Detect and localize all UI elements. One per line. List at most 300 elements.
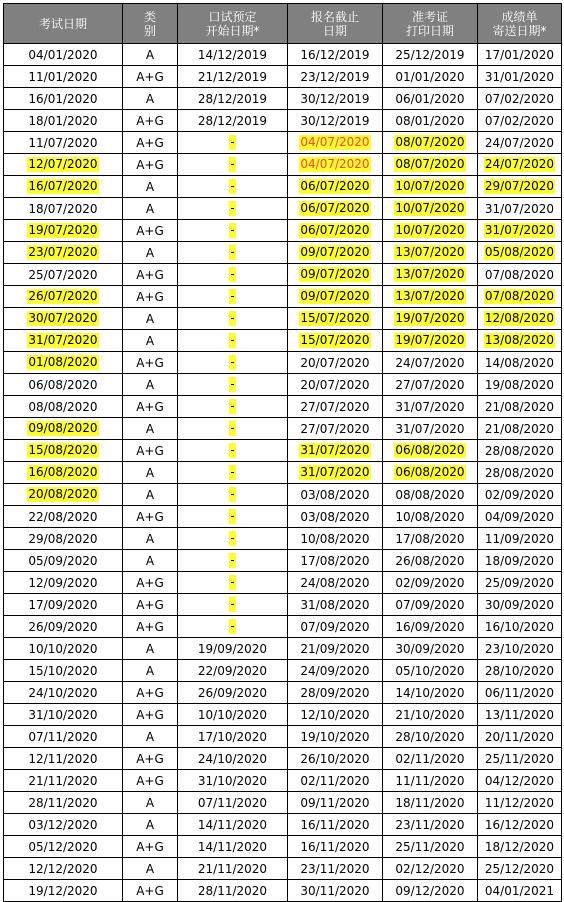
table-row bbox=[4, 858, 562, 880]
cell-value: 25/11/2020 bbox=[395, 839, 465, 854]
header-line: 日期 bbox=[322, 23, 347, 38]
cell-value: 19/10/2020 bbox=[300, 729, 370, 744]
table-cell bbox=[478, 660, 562, 682]
table-cell bbox=[383, 704, 478, 726]
cell-value: 07/08/2020 bbox=[484, 289, 555, 303]
table-row bbox=[4, 242, 562, 264]
cell-value: A+G bbox=[136, 509, 164, 524]
cell-value: 16/01/2020 bbox=[28, 91, 98, 106]
table-cell bbox=[4, 880, 123, 902]
cell-value: 02/11/2020 bbox=[395, 751, 465, 766]
cell-value: 13/07/2020 bbox=[395, 289, 465, 303]
table-row bbox=[4, 418, 562, 440]
cell-value: 07/08/2020 bbox=[484, 267, 555, 282]
table-cell bbox=[4, 506, 123, 528]
table-cell bbox=[383, 418, 478, 440]
table-cell bbox=[478, 176, 562, 198]
table-cell bbox=[288, 638, 383, 660]
table-cell bbox=[178, 88, 288, 110]
table-cell bbox=[383, 726, 478, 748]
cell-value: 19/12/2020 bbox=[28, 883, 98, 898]
table-row bbox=[4, 198, 562, 220]
header-line: 考试日期 bbox=[38, 16, 87, 31]
table-cell bbox=[4, 88, 123, 110]
table-cell bbox=[478, 792, 562, 814]
cell-value: - bbox=[230, 355, 235, 369]
table-cell bbox=[383, 792, 478, 814]
table-cell bbox=[123, 176, 178, 198]
cell-value: 03/08/2020 bbox=[300, 487, 370, 502]
table-cell bbox=[178, 506, 288, 528]
table-cell bbox=[178, 660, 288, 682]
cell-value: 10/07/2020 bbox=[395, 201, 465, 215]
table-cell bbox=[383, 660, 478, 682]
cell-value: A bbox=[145, 311, 155, 326]
cell-value: 07/09/2020 bbox=[300, 619, 370, 634]
table-cell bbox=[478, 286, 562, 308]
table-cell bbox=[383, 858, 478, 880]
cell-value: A+G bbox=[136, 597, 164, 612]
cell-value: A bbox=[145, 91, 155, 106]
cell-value: - bbox=[230, 399, 235, 413]
cell-value: - bbox=[230, 553, 235, 567]
table-cell bbox=[288, 374, 383, 396]
table-row bbox=[4, 748, 562, 770]
table-cell bbox=[383, 286, 478, 308]
table-row bbox=[4, 550, 562, 572]
cell-value: 06/07/2020 bbox=[300, 201, 370, 215]
table-cell bbox=[178, 594, 288, 616]
table-cell bbox=[4, 176, 123, 198]
table-cell bbox=[123, 682, 178, 704]
cell-value: - bbox=[230, 157, 235, 171]
cell-value: 13/11/2020 bbox=[484, 707, 555, 722]
table-cell bbox=[123, 88, 178, 110]
table-cell bbox=[383, 572, 478, 594]
table-cell bbox=[478, 66, 562, 88]
cell-value: 16/12/2019 bbox=[300, 47, 370, 62]
table-cell bbox=[383, 682, 478, 704]
cell-value: - bbox=[230, 597, 235, 611]
cell-value: 31/07/2020 bbox=[300, 443, 370, 457]
cell-value: 19/08/2020 bbox=[484, 377, 555, 392]
table-cell bbox=[288, 880, 383, 902]
table-cell bbox=[383, 308, 478, 330]
table-row bbox=[4, 572, 562, 594]
table-cell bbox=[178, 770, 288, 792]
table-cell bbox=[383, 220, 478, 242]
table-cell bbox=[4, 198, 123, 220]
table-cell bbox=[4, 572, 123, 594]
table-row bbox=[4, 396, 562, 418]
table-cell bbox=[288, 616, 383, 638]
table-cell bbox=[123, 132, 178, 154]
cell-value: 06/07/2020 bbox=[300, 179, 370, 193]
cell-value: 17/01/2020 bbox=[484, 47, 555, 62]
cell-value: 28/10/2020 bbox=[484, 663, 555, 678]
cell-value: 14/10/2020 bbox=[395, 685, 465, 700]
table-cell bbox=[383, 506, 478, 528]
cell-value: 03/12/2020 bbox=[28, 817, 98, 832]
table-cell bbox=[478, 880, 562, 902]
cell-value: 21/12/2019 bbox=[197, 69, 268, 84]
table-cell bbox=[383, 748, 478, 770]
cell-value: 24/07/2020 bbox=[395, 355, 465, 370]
cell-value: - bbox=[230, 245, 235, 259]
cell-value: 31/08/2020 bbox=[300, 597, 370, 612]
cell-value: 24/07/2020 bbox=[484, 157, 555, 171]
table-cell bbox=[4, 286, 123, 308]
table-cell bbox=[288, 242, 383, 264]
cell-value: 23/10/2020 bbox=[484, 641, 555, 656]
table-cell bbox=[123, 880, 178, 902]
cell-value: 07/11/2020 bbox=[197, 795, 268, 810]
table-cell bbox=[383, 484, 478, 506]
table-cell bbox=[383, 880, 478, 902]
table-row bbox=[4, 286, 562, 308]
header-registration-deadline bbox=[288, 4, 383, 44]
table-cell bbox=[288, 396, 383, 418]
cell-value: 22/09/2020 bbox=[197, 663, 268, 678]
table-cell bbox=[288, 462, 383, 484]
table-cell bbox=[4, 484, 123, 506]
table-cell bbox=[478, 726, 562, 748]
table-cell bbox=[383, 528, 478, 550]
cell-value: 05/12/2020 bbox=[28, 839, 98, 854]
cell-value: 09/07/2020 bbox=[300, 267, 370, 281]
table-cell bbox=[383, 594, 478, 616]
table-cell bbox=[123, 352, 178, 374]
table-cell bbox=[288, 572, 383, 594]
cell-value: - bbox=[230, 443, 235, 457]
cell-value: 08/01/2020 bbox=[395, 113, 465, 128]
cell-value: A bbox=[145, 817, 155, 832]
table-cell bbox=[478, 440, 562, 462]
cell-value: 21/08/2020 bbox=[484, 399, 555, 414]
cell-value: 01/01/2020 bbox=[395, 69, 465, 84]
cell-value: 10/08/2020 bbox=[395, 509, 465, 524]
cell-value: 25/09/2020 bbox=[484, 575, 555, 590]
cell-value: A+G bbox=[136, 575, 164, 590]
table-cell bbox=[478, 638, 562, 660]
table-cell bbox=[288, 110, 383, 132]
cell-value: 05/10/2020 bbox=[395, 663, 465, 678]
table-cell bbox=[178, 176, 288, 198]
table-cell bbox=[4, 110, 123, 132]
table-cell bbox=[178, 814, 288, 836]
table-cell bbox=[383, 88, 478, 110]
table-row bbox=[4, 154, 562, 176]
header-category bbox=[123, 4, 178, 44]
cell-value: 31/07/2020 bbox=[28, 333, 98, 347]
table-row bbox=[4, 352, 562, 374]
cell-value: 04/07/2020 bbox=[300, 135, 370, 149]
table-cell bbox=[478, 110, 562, 132]
cell-value: - bbox=[230, 311, 235, 325]
header-line: 成绩单 bbox=[501, 9, 538, 24]
cell-value: A+G bbox=[136, 289, 164, 304]
table-cell bbox=[288, 726, 383, 748]
cell-value: 05/09/2020 bbox=[28, 553, 98, 568]
table-cell bbox=[288, 440, 383, 462]
table-cell bbox=[178, 462, 288, 484]
cell-value: A bbox=[145, 465, 155, 480]
table-cell bbox=[178, 836, 288, 858]
table-cell bbox=[123, 836, 178, 858]
table-cell bbox=[478, 264, 562, 286]
table-row bbox=[4, 484, 562, 506]
cell-value: 09/07/2020 bbox=[300, 289, 370, 303]
cell-value: 23/07/2020 bbox=[28, 245, 98, 259]
table-cell bbox=[123, 330, 178, 352]
cell-value: 16/09/2020 bbox=[395, 619, 465, 634]
cell-value: 18/07/2020 bbox=[28, 201, 98, 216]
cell-value: 23/11/2020 bbox=[300, 861, 370, 876]
table-cell bbox=[288, 352, 383, 374]
cell-value: 15/07/2020 bbox=[300, 311, 370, 325]
header-line: 口试预定 bbox=[208, 9, 257, 24]
table-cell bbox=[478, 616, 562, 638]
cell-value: A+G bbox=[136, 355, 164, 370]
cell-value: 07/02/2020 bbox=[484, 113, 555, 128]
cell-value: 07/02/2020 bbox=[484, 91, 555, 106]
table-cell bbox=[4, 220, 123, 242]
table-cell bbox=[478, 528, 562, 550]
cell-value: 24/09/2020 bbox=[300, 663, 370, 678]
table-cell bbox=[178, 418, 288, 440]
table-cell bbox=[383, 440, 478, 462]
table-cell bbox=[478, 374, 562, 396]
table-cell bbox=[123, 484, 178, 506]
cell-value: 08/08/2020 bbox=[28, 399, 98, 414]
table-cell bbox=[178, 440, 288, 462]
cell-value: - bbox=[230, 135, 235, 149]
table-row bbox=[4, 770, 562, 792]
table-cell bbox=[123, 418, 178, 440]
table-cell bbox=[288, 484, 383, 506]
table-cell bbox=[123, 374, 178, 396]
cell-value: A+G bbox=[136, 443, 164, 458]
table-cell bbox=[4, 528, 123, 550]
table-cell bbox=[178, 220, 288, 242]
cell-value: 28/11/2020 bbox=[28, 795, 98, 810]
cell-value: 26/09/2020 bbox=[197, 685, 268, 700]
table-row bbox=[4, 880, 562, 902]
cell-value: 29/08/2020 bbox=[28, 531, 98, 546]
table-cell bbox=[288, 44, 383, 66]
table-cell bbox=[123, 242, 178, 264]
cell-value: 19/09/2020 bbox=[197, 641, 268, 656]
cell-value: - bbox=[230, 201, 235, 215]
cell-value: 28/12/2019 bbox=[197, 113, 268, 128]
cell-value: A+G bbox=[136, 399, 164, 414]
table-cell bbox=[383, 198, 478, 220]
cell-value: A bbox=[145, 663, 155, 678]
table-row bbox=[4, 726, 562, 748]
table-cell bbox=[123, 396, 178, 418]
table-cell bbox=[4, 396, 123, 418]
table-cell bbox=[123, 858, 178, 880]
table-cell bbox=[178, 308, 288, 330]
table-row bbox=[4, 836, 562, 858]
cell-value: 28/08/2020 bbox=[484, 443, 555, 458]
table-row bbox=[4, 462, 562, 484]
cell-value: 31/10/2020 bbox=[197, 773, 268, 788]
cell-value: 24/10/2020 bbox=[28, 685, 98, 700]
cell-value: 10/08/2020 bbox=[300, 531, 370, 546]
table-cell bbox=[4, 352, 123, 374]
cell-value: 31/10/2020 bbox=[28, 707, 98, 722]
cell-value: A bbox=[145, 421, 155, 436]
cell-value: A+G bbox=[136, 707, 164, 722]
table-cell bbox=[123, 44, 178, 66]
table-cell bbox=[4, 374, 123, 396]
cell-value: 12/11/2020 bbox=[28, 751, 98, 766]
cell-value: 16/11/2020 bbox=[300, 839, 370, 854]
cell-value: 13/07/2020 bbox=[395, 245, 465, 259]
cell-value: A+G bbox=[136, 751, 164, 766]
cell-value: 26/09/2020 bbox=[28, 619, 98, 634]
table-cell bbox=[123, 66, 178, 88]
cell-value: A bbox=[145, 729, 155, 744]
table-cell bbox=[123, 528, 178, 550]
cell-value: 30/09/2020 bbox=[395, 641, 465, 656]
cell-value: 27/07/2020 bbox=[300, 421, 370, 436]
cell-value: - bbox=[230, 223, 235, 237]
cell-value: - bbox=[230, 465, 235, 479]
table-row bbox=[4, 66, 562, 88]
table-cell bbox=[178, 704, 288, 726]
cell-value: 12/09/2020 bbox=[28, 575, 98, 590]
table-cell bbox=[123, 550, 178, 572]
cell-value: 18/12/2020 bbox=[484, 839, 555, 854]
cell-value: 02/12/2020 bbox=[395, 861, 465, 876]
cell-value: 20/07/2020 bbox=[300, 377, 370, 392]
cell-value: - bbox=[230, 575, 235, 589]
cell-value: 13/07/2020 bbox=[395, 267, 465, 281]
cell-value: 15/07/2020 bbox=[300, 333, 370, 347]
table-cell bbox=[478, 418, 562, 440]
table-row bbox=[4, 374, 562, 396]
table-cell bbox=[478, 572, 562, 594]
table-cell bbox=[123, 264, 178, 286]
table-cell bbox=[178, 374, 288, 396]
table-cell bbox=[383, 462, 478, 484]
table-cell bbox=[383, 154, 478, 176]
cell-value: A+G bbox=[136, 69, 164, 84]
cell-value: A+G bbox=[136, 157, 164, 172]
table-cell bbox=[4, 44, 123, 66]
table-row bbox=[4, 88, 562, 110]
table-cell bbox=[178, 748, 288, 770]
cell-value: A+G bbox=[136, 135, 164, 150]
cell-value: A+G bbox=[136, 619, 164, 634]
cell-value: 13/08/2020 bbox=[484, 333, 555, 347]
table-cell bbox=[178, 858, 288, 880]
table-cell bbox=[123, 704, 178, 726]
table-row bbox=[4, 110, 562, 132]
cell-value: 24/08/2020 bbox=[300, 575, 370, 590]
table-cell bbox=[178, 638, 288, 660]
table-cell bbox=[478, 88, 562, 110]
cell-value: 12/10/2020 bbox=[300, 707, 370, 722]
header-row bbox=[4, 4, 562, 44]
cell-value: 31/07/2020 bbox=[395, 421, 465, 436]
table-cell bbox=[123, 748, 178, 770]
cell-value: 04/07/2020 bbox=[300, 157, 370, 171]
table-cell bbox=[383, 770, 478, 792]
table-cell bbox=[478, 594, 562, 616]
table-cell bbox=[178, 154, 288, 176]
table-cell bbox=[383, 616, 478, 638]
table-cell bbox=[478, 770, 562, 792]
header-line: 别 bbox=[143, 23, 156, 38]
table-row bbox=[4, 44, 562, 66]
table-cell bbox=[4, 132, 123, 154]
table-row bbox=[4, 660, 562, 682]
table-cell bbox=[4, 462, 123, 484]
cell-value: A bbox=[145, 47, 155, 62]
cell-value: 21/11/2020 bbox=[197, 861, 268, 876]
table-cell bbox=[123, 154, 178, 176]
table-cell bbox=[123, 616, 178, 638]
cell-value: 09/07/2020 bbox=[300, 245, 370, 259]
cell-value: A+G bbox=[136, 839, 164, 854]
cell-value: 24/07/2020 bbox=[484, 135, 555, 150]
cell-value: 16/08/2020 bbox=[28, 465, 98, 479]
table-cell bbox=[123, 660, 178, 682]
cell-value: 06/08/2020 bbox=[28, 377, 98, 392]
table-cell bbox=[288, 836, 383, 858]
table-cell bbox=[478, 484, 562, 506]
table-cell bbox=[383, 66, 478, 88]
cell-value: A bbox=[145, 553, 155, 568]
cell-value: 08/08/2020 bbox=[395, 487, 465, 502]
cell-value: 06/01/2020 bbox=[395, 91, 465, 106]
cell-value: 20/11/2020 bbox=[484, 729, 555, 744]
cell-value: 21/09/2020 bbox=[300, 641, 370, 656]
cell-value: 15/08/2020 bbox=[28, 443, 98, 457]
cell-value: 02/11/2020 bbox=[300, 773, 370, 788]
cell-value: 02/09/2020 bbox=[395, 575, 465, 590]
cell-value: A bbox=[145, 179, 155, 194]
cell-value: 07/11/2020 bbox=[28, 729, 98, 744]
cell-value: 22/08/2020 bbox=[28, 509, 98, 524]
header-line: 类 bbox=[143, 9, 156, 24]
table-cell bbox=[4, 440, 123, 462]
table-cell bbox=[478, 242, 562, 264]
table-cell bbox=[478, 506, 562, 528]
cell-value: 24/10/2020 bbox=[197, 751, 268, 766]
header-report-send-date bbox=[478, 4, 562, 44]
table-cell bbox=[123, 638, 178, 660]
cell-value: 29/07/2020 bbox=[484, 179, 555, 193]
cell-value: A bbox=[145, 377, 155, 392]
cell-value: A+G bbox=[136, 685, 164, 700]
cell-value: A bbox=[145, 333, 155, 348]
table-cell bbox=[478, 154, 562, 176]
table-row bbox=[4, 176, 562, 198]
cell-value: 17/08/2020 bbox=[395, 531, 465, 546]
cell-value: 21/08/2020 bbox=[484, 421, 555, 436]
table-cell bbox=[288, 176, 383, 198]
cell-value: 12/07/2020 bbox=[28, 157, 98, 171]
table-cell bbox=[383, 330, 478, 352]
cell-value: A+G bbox=[136, 267, 164, 282]
cell-value: 28/09/2020 bbox=[300, 685, 370, 700]
table-cell bbox=[288, 528, 383, 550]
cell-value: 09/08/2020 bbox=[28, 421, 98, 435]
